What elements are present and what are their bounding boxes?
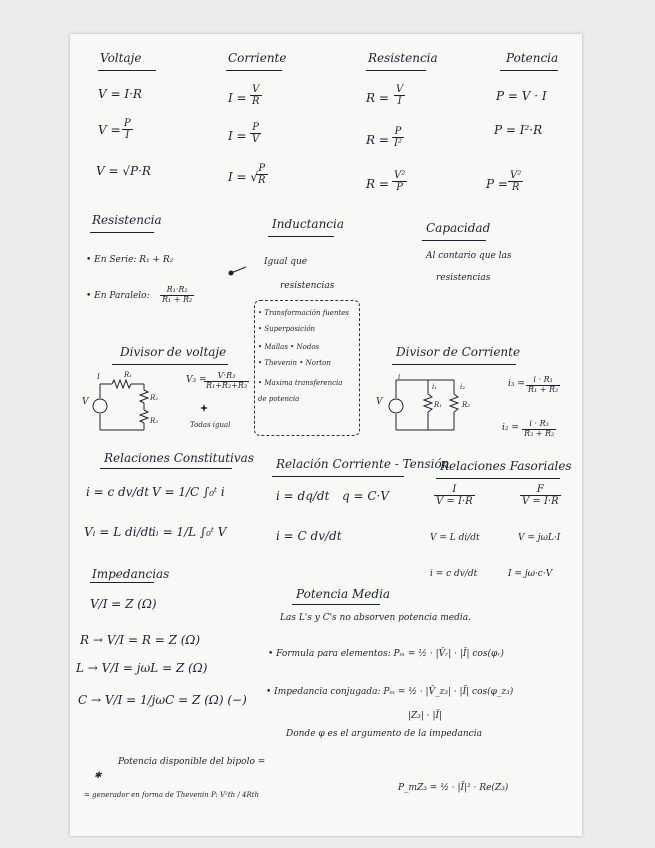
rel-fasoriales-title: Relaciones Fasoriales <box>440 459 572 473</box>
potencia-formula-3-frac: $\frac{\text{V²}}{R}$ <box>510 170 522 193</box>
potencia-media-line-8: P_mZ₃ = ½ · |Ī|² · Re(Z₃) <box>398 783 509 793</box>
resistencia-underline <box>366 70 426 71</box>
potencia-formula-3-left: P = <box>486 177 508 191</box>
rel-fas-1: $\frac{I}{V = I\cdot R}$ <box>436 484 473 507</box>
impedancias-main: V/I = Z (Ω) <box>90 597 157 611</box>
divisor-corriente-title: Divisor de Corriente <box>396 345 521 359</box>
dv-label-r1: R₁ <box>124 371 133 379</box>
dc-eq2-frac: $\frac{\text{i · R₃}}{\text{R₃ + R₂}}$ <box>524 419 555 438</box>
voltage-divider-circuit-icon <box>90 372 160 438</box>
corriente-formula-1-frac: $\frac{V}{R}$ <box>252 84 260 107</box>
metodo-5: • Maxima transferencia <box>258 379 343 387</box>
voltaje-underline <box>98 70 156 71</box>
rel-fas-4: V = jωL·I <box>518 533 561 543</box>
capacidad-line-1: Al contario que las <box>426 251 512 261</box>
impedancias-underline <box>90 582 154 583</box>
current-divider-circuit-icon <box>384 372 464 438</box>
dv-label-r2: R₂ <box>150 394 159 402</box>
voltaje-title: Voltaje <box>100 51 142 65</box>
rel-ct-2: q = C·V <box>342 489 390 503</box>
metodo-2: • Superposición <box>258 325 316 333</box>
corriente-formula-2-frac: $\frac{P}{V}$ <box>252 122 260 145</box>
potencia-formula-2: P = I²·R <box>494 123 543 137</box>
rel-ct-underline <box>272 476 404 477</box>
arrow-icon <box>226 264 248 278</box>
dc-eq1-frac: $\frac{\text{i · R₁}}{\text{R₁ + R₂}}$ <box>528 375 559 394</box>
rel-constitutivas-title: Relaciones Constitutivas <box>104 451 254 465</box>
divisor-voltaje-title: Divisor de voltaje <box>120 345 227 359</box>
potencia-title: Potencia <box>506 51 559 65</box>
corriente-formula-3-left: I = √ <box>228 170 259 184</box>
rel-fas-6: I = jω·c·V <box>508 569 553 579</box>
resistencia-formula-2-frac: $\frac{P}{\text{I²}}$ <box>394 126 402 149</box>
dc-label-i2: i₂ <box>460 383 466 391</box>
dc-label-r1: R₁ <box>434 401 443 409</box>
potencia-media-line-2: • Formula para elementos: Pₘ = ½ · |V̄ᵣ| · |Ī| cos(φᵣ) <box>268 649 504 659</box>
voltaje-formula-2-frac: $\frac{P}{I}$ <box>124 118 131 141</box>
resistencia-title: Resistencia <box>368 51 438 65</box>
potencia-media-line-6: Potencia disponible del bipolo = <box>118 757 266 767</box>
potencia-media-line-7: = generador en forma de Thevenin P: V²th / 4Rth <box>84 791 260 799</box>
corriente-title: Corriente <box>228 51 287 65</box>
divisor-voltaje-underline <box>112 364 228 365</box>
rel-ct-1: i = dq/dt <box>276 489 330 503</box>
dv-label-r3: R₃ <box>150 417 159 425</box>
impedancia-r: R → V/I = R = Z (Ω) <box>80 633 201 647</box>
rel-ct-title: Relación Corriente - Tensión <box>276 457 450 471</box>
inductancia-line-2: resistencias <box>280 281 335 291</box>
dv-label-i: I <box>97 373 100 381</box>
star-mark-icon: ✱ <box>94 771 102 781</box>
resistencia-formula-2-left: R = <box>366 133 389 147</box>
dc-label-i: i <box>398 373 401 381</box>
resistencia-formula-1-left: R = <box>366 91 389 105</box>
dc-label-i1: i₁ <box>432 383 438 391</box>
rel-const-3: Vₗ = L di/dt <box>84 525 154 539</box>
corriente-formula-1-left: I = <box>228 91 247 105</box>
potencia-media-underline <box>292 604 380 605</box>
dc-eq2-left: i₂ = <box>502 423 519 433</box>
serie-formula: • En Serie: R₁ + R₂ <box>86 255 174 265</box>
rel-ct-3: i = C dv/dt <box>276 529 342 543</box>
dv-eq-left: V₃ = <box>186 375 207 385</box>
voltaje-formula-3: V = √P·R <box>96 164 151 178</box>
rel-fas-3: V = L di/dt <box>430 533 480 543</box>
inductancia-underline <box>268 236 334 237</box>
rel-const-1: i = c dv/dt <box>86 485 150 499</box>
corriente-underline <box>226 70 282 71</box>
dc-label-r2: R₂ <box>462 401 471 409</box>
paralelo-label: • En Paralelo: <box>86 291 150 301</box>
metodos-box <box>254 300 360 436</box>
metodo-3: • Mallas • Nodos <box>258 343 320 351</box>
serie-paralelo-title: Resistencia <box>92 213 162 227</box>
potencia-media-title: Potencia Media <box>296 587 391 601</box>
corriente-formula-2-left: I = <box>228 129 247 143</box>
metodo-4: • Thevenin • Norton <box>258 359 331 367</box>
potencia-media-line-4: |Z₃| · |Ī| <box>408 711 443 721</box>
impedancia-c: C → V/I = 1/jωC = Z (Ω) (−) <box>78 693 247 707</box>
rel-fasoriales-underline <box>436 478 560 479</box>
inductancia-title: Inductancia <box>272 217 345 231</box>
rel-constitutivas-underline <box>100 468 232 469</box>
serie-paralelo-underline <box>90 232 154 233</box>
resistencia-formula-1-frac: $\frac{V}{I}$ <box>396 84 404 107</box>
impedancia-l: L → V/I = jωL = Z (Ω) <box>76 661 208 675</box>
corriente-formula-3-frac: $\frac{P}{R}$ <box>258 163 266 186</box>
potencia-media-line-5: Donde φ es el argumento de la impedancia <box>286 729 482 739</box>
metodo-1: • Transformación fuentes <box>258 309 350 317</box>
rel-fas-5: i = c dv/dt <box>430 569 478 579</box>
potencia-media-line-1: Las L's y C's no absorven potencia media. <box>280 613 471 623</box>
voltaje-formula-1: V = I·R <box>98 87 142 101</box>
capacidad-line-2: resistencias <box>436 273 491 283</box>
metodo-6: de potencia <box>258 395 300 403</box>
dv-eq-frac: $\frac{\text{V·R₃}}{\text{R₁+R₂+R₃}}$ <box>206 371 248 390</box>
dc-eq1-left: i₃ = <box>508 379 525 389</box>
impedancias-title: Impedancias <box>92 567 170 581</box>
dc-label-v: V <box>376 397 383 407</box>
resistencia-formula-3-frac: $\frac{\text{V²}}{P}$ <box>394 170 406 193</box>
voltaje-formula-2-left: V = <box>98 123 121 137</box>
divisor-corriente-underline <box>392 364 516 365</box>
rel-const-4: iₗ = 1/L ∫₀ᵗ V <box>152 525 227 539</box>
dv-label-v: V <box>82 397 89 407</box>
rel-const-2: V = 1/C ∫₀ᵗ i <box>152 485 225 499</box>
inductancia-line-1: Igual que <box>264 257 308 267</box>
resistencia-formula-3-left: R = <box>366 177 389 191</box>
capacidad-underline <box>422 240 486 241</box>
potencia-media-line-3: • Impedancia conjugada: Pₘ = ½ · |V̄_z₃| · |Ī| cos(φ_z₃) <box>266 687 514 697</box>
star-icon <box>200 404 208 412</box>
potencia-formula-1: P = V · I <box>496 89 547 103</box>
capacidad-title: Capacidad <box>426 221 491 235</box>
paralelo-frac: $\frac{\text{R₁·R₂}}{\text{R₁ + R₂}}$ <box>162 285 193 304</box>
dv-note: Todas igual <box>190 421 231 429</box>
potencia-underline <box>500 70 558 71</box>
rel-fas-2: $\frac{F}{V = I\cdot R}$ <box>522 484 559 507</box>
